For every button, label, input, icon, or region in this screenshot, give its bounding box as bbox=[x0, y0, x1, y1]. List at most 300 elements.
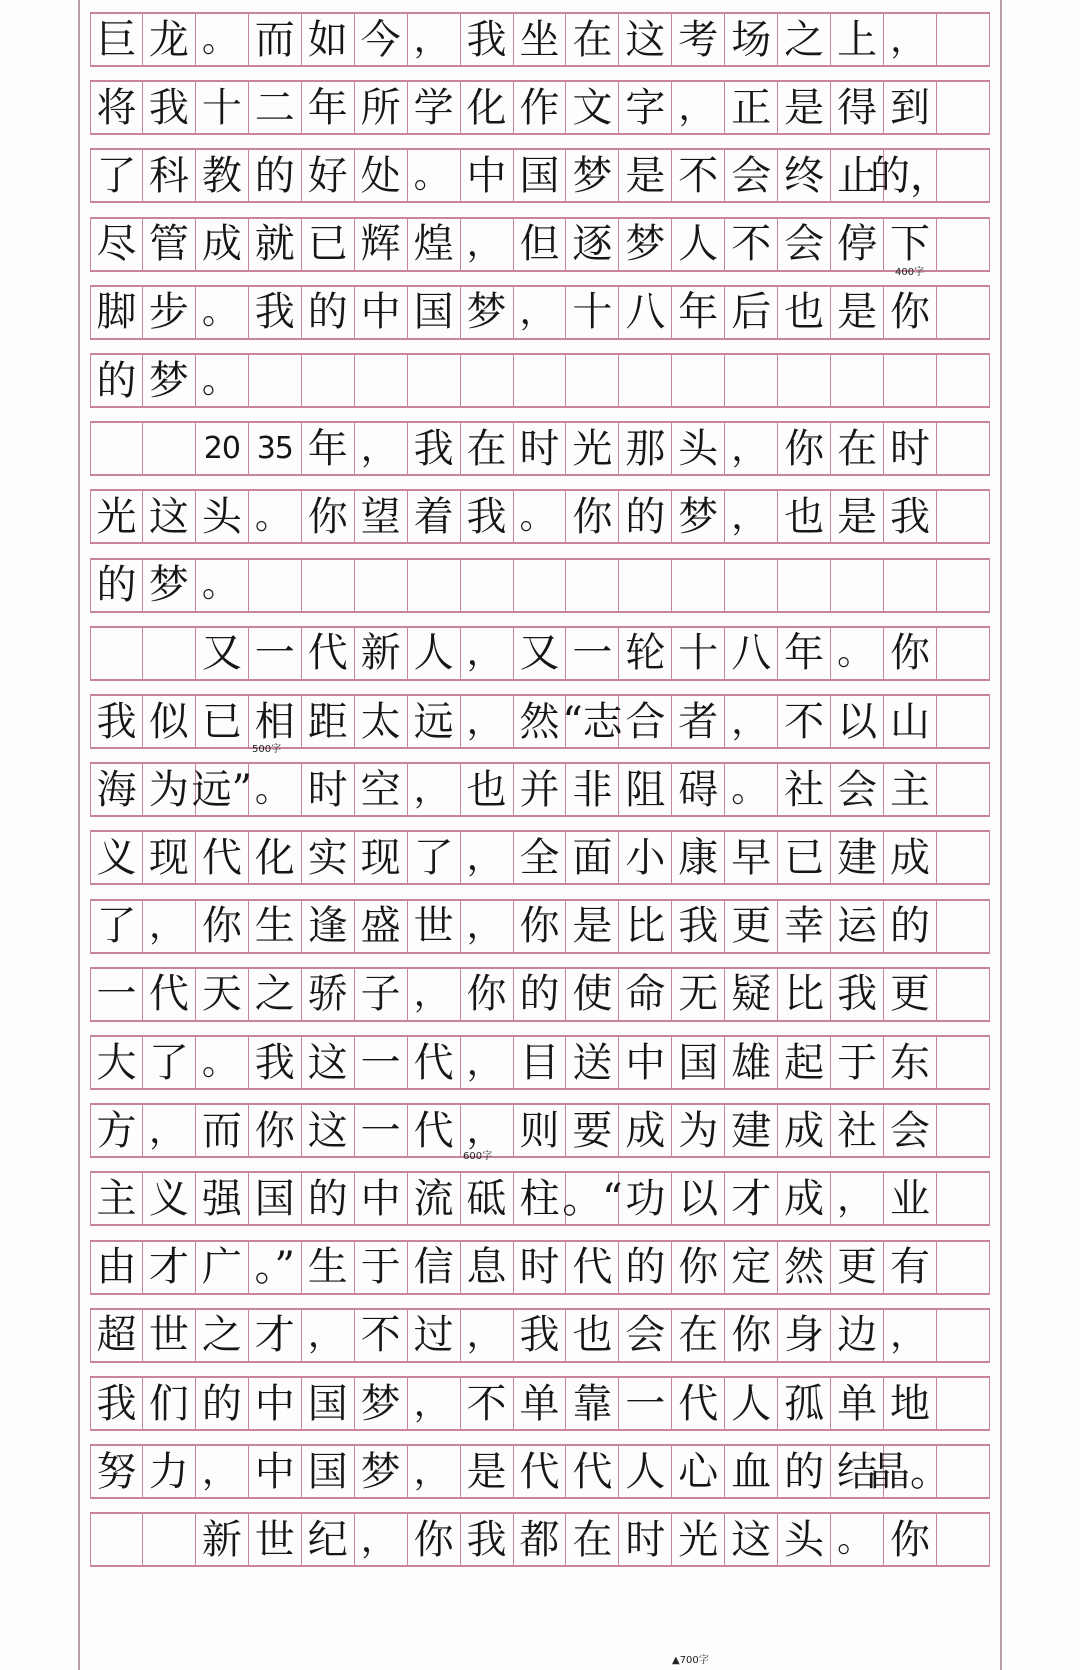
grid-cell: 。“ bbox=[566, 1173, 619, 1224]
grid-cell: 疑 bbox=[725, 969, 778, 1020]
grid-cell: 停 bbox=[831, 219, 884, 270]
grid-cell: 科 bbox=[143, 150, 196, 201]
grid-cell bbox=[302, 355, 355, 406]
grid-cell: 字 bbox=[619, 82, 672, 133]
grid-cell: 纪 bbox=[302, 1514, 355, 1565]
grid-cell: 梦 bbox=[143, 355, 196, 406]
grid-cell: 会 bbox=[619, 1310, 672, 1361]
grid-cell: 身 bbox=[778, 1310, 831, 1361]
grid-cell: 晶。 bbox=[884, 1446, 937, 1497]
grid-cell: 也 bbox=[778, 491, 831, 542]
grid-cell: 将 bbox=[90, 82, 143, 133]
grid-cell bbox=[937, 1173, 990, 1224]
grid-cell: 生 bbox=[302, 1242, 355, 1293]
grid-cell: 地 bbox=[884, 1378, 937, 1429]
grid-cell: 力 bbox=[143, 1446, 196, 1497]
grid-cell: 业 bbox=[884, 1173, 937, 1224]
grid-row bbox=[90, 1444, 990, 1499]
grid-cell: 我 bbox=[461, 491, 514, 542]
grid-cell: 更 bbox=[884, 969, 937, 1020]
grid-cell: ， bbox=[355, 423, 408, 474]
grid-cell: ， bbox=[408, 764, 461, 815]
grid-cell: 但 bbox=[514, 219, 567, 270]
grid-cell: 这 bbox=[143, 491, 196, 542]
grid-cell: 定 bbox=[725, 1242, 778, 1293]
grid-row bbox=[90, 1376, 990, 1431]
grid-row bbox=[90, 899, 990, 954]
grid-cell: 时 bbox=[884, 423, 937, 474]
grid-cell: 代 bbox=[566, 1242, 619, 1293]
grid-cell: 一 bbox=[249, 628, 302, 679]
grid-cell: 的 bbox=[302, 287, 355, 338]
grid-row bbox=[90, 353, 990, 408]
grid-cell: 血 bbox=[725, 1446, 778, 1497]
grid-cell: 然 bbox=[778, 1242, 831, 1293]
grid-cell: 阻 bbox=[619, 764, 672, 815]
grid-cell: 代 bbox=[514, 1446, 567, 1497]
grid-cell: 建 bbox=[725, 1105, 778, 1156]
grid-cell: 全 bbox=[514, 832, 567, 883]
grid-cell bbox=[302, 560, 355, 611]
grid-cell: 义 bbox=[90, 832, 143, 883]
grid-cell: ， bbox=[143, 901, 196, 952]
grid-row bbox=[90, 1171, 990, 1226]
grid-cell: 面 bbox=[566, 832, 619, 883]
grid-cell: 主 bbox=[884, 764, 937, 815]
grid-cell: ， bbox=[725, 491, 778, 542]
grid-cell bbox=[937, 1310, 990, 1361]
grid-cell bbox=[937, 1242, 990, 1293]
grid-cell: 们 bbox=[143, 1378, 196, 1429]
grid-cell: “志 bbox=[566, 696, 619, 747]
grid-cell: 的 bbox=[884, 901, 937, 952]
grid-row bbox=[90, 12, 990, 67]
grid-cell bbox=[831, 355, 884, 406]
grid-cell: 逐 bbox=[566, 219, 619, 270]
grid-cell: 更 bbox=[725, 901, 778, 952]
grid-cell: 正 bbox=[725, 82, 778, 133]
grid-cell: 的 bbox=[196, 1378, 249, 1429]
grid-cell: ， bbox=[408, 1378, 461, 1429]
grid-cell: 35 bbox=[249, 423, 302, 474]
grid-cell: 主 bbox=[90, 1173, 143, 1224]
grid-cell bbox=[937, 219, 990, 270]
grid-cell: 一 bbox=[355, 1037, 408, 1088]
word-count-marker: 500字 bbox=[252, 744, 282, 755]
grid-cell: 已 bbox=[196, 696, 249, 747]
grid-cell: 信 bbox=[408, 1242, 461, 1293]
grid-cell: 作 bbox=[514, 82, 567, 133]
grid-cell: 梦 bbox=[619, 219, 672, 270]
grid-cell: ， bbox=[143, 1105, 196, 1156]
grid-cell: ， bbox=[461, 901, 514, 952]
grid-cell: 义 bbox=[143, 1173, 196, 1224]
grid-cell: 我 bbox=[90, 1378, 143, 1429]
grid-cell: 才 bbox=[249, 1310, 302, 1361]
grid-cell: 边 bbox=[831, 1310, 884, 1361]
grid-cell: 似 bbox=[143, 696, 196, 747]
grid-cell: 于 bbox=[831, 1037, 884, 1088]
grid-cell: 国 bbox=[514, 150, 567, 201]
grid-cell: 代 bbox=[566, 1446, 619, 1497]
grid-cell: 文 bbox=[566, 82, 619, 133]
grid-cell: ， bbox=[672, 82, 725, 133]
grid-cell: 了 bbox=[143, 1037, 196, 1088]
grid-cell: 头 bbox=[778, 1514, 831, 1565]
grid-cell: 也 bbox=[778, 287, 831, 338]
grid-cell: 远” bbox=[196, 764, 249, 815]
grid-cell: ， bbox=[831, 1173, 884, 1224]
grid-cell: 方 bbox=[90, 1105, 143, 1156]
word-count-marker: 400字 bbox=[895, 267, 925, 278]
grid-cell: 中 bbox=[249, 1446, 302, 1497]
grid-cell: 年 bbox=[778, 628, 831, 679]
grid-cell: 不 bbox=[725, 219, 778, 270]
grid-cell: 这 bbox=[619, 14, 672, 65]
grid-row bbox=[90, 1103, 990, 1158]
grid-row bbox=[90, 1512, 990, 1567]
grid-cell: ， bbox=[408, 1446, 461, 1497]
grid-cell: 的 bbox=[619, 1242, 672, 1293]
grid-row bbox=[90, 830, 990, 885]
grid-cell: 不 bbox=[672, 150, 725, 201]
grid-cell bbox=[355, 355, 408, 406]
right-border bbox=[1000, 0, 1002, 1670]
grid-cell bbox=[937, 355, 990, 406]
grid-cell: 头 bbox=[196, 491, 249, 542]
grid-cell: 的 bbox=[90, 355, 143, 406]
grid-cell bbox=[672, 560, 725, 611]
grid-cell: 有 bbox=[884, 1242, 937, 1293]
grid-cell: 盛 bbox=[355, 901, 408, 952]
grid-cell: 比 bbox=[778, 969, 831, 1020]
grid-cell: 是 bbox=[461, 1446, 514, 1497]
grid-cell: 教 bbox=[196, 150, 249, 201]
grid-cell: 了 bbox=[408, 832, 461, 883]
grid-cell: ， bbox=[355, 1514, 408, 1565]
grid-cell: ， bbox=[461, 1105, 514, 1156]
grid-cell: 梦 bbox=[355, 1378, 408, 1429]
grid-cell: ， bbox=[514, 287, 567, 338]
grid-cell: 。” bbox=[249, 1242, 302, 1293]
grid-cell: 人 bbox=[672, 219, 725, 270]
grid-cell: ， bbox=[461, 832, 514, 883]
grid-cell: 脚 bbox=[90, 287, 143, 338]
grid-cell: 实 bbox=[302, 832, 355, 883]
grid-cell: 那 bbox=[619, 423, 672, 474]
grid-cell: 又 bbox=[196, 628, 249, 679]
grid-cell: 新 bbox=[196, 1514, 249, 1565]
grid-cell: 是 bbox=[778, 82, 831, 133]
grid-cell: ， bbox=[461, 628, 514, 679]
grid-cell: ， bbox=[461, 696, 514, 747]
grid-row bbox=[90, 1308, 990, 1363]
grid-cell: 也 bbox=[566, 1310, 619, 1361]
grid-cell: 时 bbox=[302, 764, 355, 815]
grid-cell: 人 bbox=[725, 1378, 778, 1429]
grid-cell: 才 bbox=[143, 1242, 196, 1293]
grid-cell: 我 bbox=[408, 423, 461, 474]
grid-cell: 你 bbox=[884, 628, 937, 679]
grid-cell: 更 bbox=[831, 1242, 884, 1293]
grid-cell: 会 bbox=[778, 219, 831, 270]
grid-cell: 强 bbox=[196, 1173, 249, 1224]
grid-cell: 都 bbox=[514, 1514, 567, 1565]
grid-cell bbox=[884, 355, 937, 406]
grid-cell: 的 bbox=[778, 1446, 831, 1497]
grid-cell: 我 bbox=[514, 1310, 567, 1361]
grid-cell: 雄 bbox=[725, 1037, 778, 1088]
grid-row bbox=[90, 762, 990, 817]
grid-cell: 社 bbox=[778, 764, 831, 815]
grid-cell: 时 bbox=[619, 1514, 672, 1565]
grid-cell bbox=[408, 560, 461, 611]
grid-cell: 而 bbox=[196, 1105, 249, 1156]
grid-cell: 。 bbox=[196, 560, 249, 611]
grid-cell: ， bbox=[196, 1446, 249, 1497]
grid-cell: 时 bbox=[514, 1242, 567, 1293]
grid-cell: 不 bbox=[355, 1310, 408, 1361]
grid-cell: 成 bbox=[778, 1173, 831, 1224]
grid-cell: 会 bbox=[884, 1105, 937, 1156]
grid-cell: 。 bbox=[831, 1514, 884, 1565]
grid-cell: 到 bbox=[884, 82, 937, 133]
grid-cell bbox=[778, 560, 831, 611]
grid-cell: 已 bbox=[302, 219, 355, 270]
grid-cell: 成 bbox=[619, 1105, 672, 1156]
grid-cell: 光 bbox=[566, 423, 619, 474]
grid-cell: 如 bbox=[302, 14, 355, 65]
grid-cell: ， bbox=[461, 219, 514, 270]
grid-cell: 。 bbox=[408, 150, 461, 201]
grid-cell: 太 bbox=[355, 696, 408, 747]
grid-cell bbox=[90, 423, 143, 474]
grid-cell: 管 bbox=[143, 219, 196, 270]
grid-cell: 上 bbox=[831, 14, 884, 65]
grid-cell: 靠 bbox=[566, 1378, 619, 1429]
grid-cell: 柱 bbox=[514, 1173, 567, 1224]
grid-cell: 我 bbox=[461, 14, 514, 65]
grid-cell: 所 bbox=[355, 82, 408, 133]
grid-cell: 为 bbox=[672, 1105, 725, 1156]
grid-cell bbox=[566, 355, 619, 406]
grid-cell: 康 bbox=[672, 832, 725, 883]
grid-cell: 中 bbox=[461, 150, 514, 201]
grid-cell: 代 bbox=[408, 1105, 461, 1156]
grid-cell: 成 bbox=[778, 1105, 831, 1156]
grid-cell: 会 bbox=[725, 150, 778, 201]
grid-cell bbox=[937, 150, 990, 201]
grid-cell: 你 bbox=[408, 1514, 461, 1565]
grid-cell: 建 bbox=[831, 832, 884, 883]
grid-cell: 命 bbox=[619, 969, 672, 1020]
grid-cell: 心 bbox=[672, 1446, 725, 1497]
grid-cell: 我 bbox=[249, 1037, 302, 1088]
grid-cell: 天 bbox=[196, 969, 249, 1020]
grid-cell: 这 bbox=[302, 1037, 355, 1088]
grid-cell: 以 bbox=[672, 1173, 725, 1224]
grid-cell: 得 bbox=[831, 82, 884, 133]
grid-cell: 。 bbox=[196, 355, 249, 406]
grid-cell: 的 bbox=[619, 491, 672, 542]
grid-cell: 国 bbox=[302, 1378, 355, 1429]
grid-cell: 十 bbox=[672, 628, 725, 679]
grid-cell: 中 bbox=[249, 1378, 302, 1429]
grid-cell: 止 bbox=[831, 150, 884, 201]
grid-cell: 考 bbox=[672, 14, 725, 65]
grid-cell: 目 bbox=[514, 1037, 567, 1088]
grid-cell: 则 bbox=[514, 1105, 567, 1156]
grid-cell: 十 bbox=[566, 287, 619, 338]
grid-cell: 广 bbox=[196, 1242, 249, 1293]
grid-cell: 送 bbox=[566, 1037, 619, 1088]
grid-cell: 为 bbox=[143, 764, 196, 815]
grid-row bbox=[90, 80, 990, 135]
grid-cell: 步 bbox=[143, 287, 196, 338]
grid-row bbox=[90, 558, 990, 613]
grid-cell: 人 bbox=[619, 1446, 672, 1497]
grid-cell: 化 bbox=[249, 832, 302, 883]
grid-cell: 。 bbox=[196, 287, 249, 338]
grid-cell: 。 bbox=[831, 628, 884, 679]
grid-cell: 过 bbox=[408, 1310, 461, 1361]
grid-cell: 运 bbox=[831, 901, 884, 952]
grid-cell: 逢 bbox=[302, 901, 355, 952]
grid-cell: 砥 bbox=[461, 1173, 514, 1224]
grid-cell: 孤 bbox=[778, 1378, 831, 1429]
grid-cell: 你 bbox=[884, 1514, 937, 1565]
grid-cell: 场 bbox=[725, 14, 778, 65]
grid-cell: 处 bbox=[355, 150, 408, 201]
grid-cell: 今 bbox=[355, 14, 408, 65]
grid-cell bbox=[937, 287, 990, 338]
grid-cell bbox=[566, 560, 619, 611]
grid-cell: 山 bbox=[884, 696, 937, 747]
grid-cell: 子 bbox=[355, 969, 408, 1020]
grid-cell: 之 bbox=[249, 969, 302, 1020]
grid-cell: 八 bbox=[619, 287, 672, 338]
grid-cell: 不 bbox=[778, 696, 831, 747]
grid-cell bbox=[937, 423, 990, 474]
grid-cell bbox=[937, 82, 990, 133]
grid-cell: 国 bbox=[408, 287, 461, 338]
grid-cell: 年 bbox=[672, 287, 725, 338]
grid-cell: 成 bbox=[196, 219, 249, 270]
grid-cell: 好 bbox=[302, 150, 355, 201]
grid-cell: ， bbox=[461, 1310, 514, 1361]
grid-cell bbox=[937, 969, 990, 1020]
grid-cell: ， bbox=[725, 423, 778, 474]
grid-cell: 龙 bbox=[143, 14, 196, 65]
grid-cell: 下 bbox=[884, 219, 937, 270]
grid-cell: 巨 bbox=[90, 14, 143, 65]
grid-cell: 中 bbox=[355, 1173, 408, 1224]
grid-cell: 你 bbox=[566, 491, 619, 542]
grid-cell: 单 bbox=[831, 1378, 884, 1429]
grid-cell: 世 bbox=[143, 1310, 196, 1361]
grid-cell: 你 bbox=[249, 1105, 302, 1156]
grid-cell: 你 bbox=[884, 287, 937, 338]
grid-cell: 的 bbox=[514, 969, 567, 1020]
grid-cell: 梦 bbox=[355, 1446, 408, 1497]
grid-cell: 代 bbox=[143, 969, 196, 1020]
grid-cell: 尽 bbox=[90, 219, 143, 270]
grid-row bbox=[90, 217, 990, 272]
grid-cell: 年 bbox=[302, 423, 355, 474]
grid-cell: 国 bbox=[249, 1173, 302, 1224]
grid-row bbox=[90, 1240, 990, 1295]
grid-row bbox=[90, 489, 990, 544]
grid-cell: 的， bbox=[884, 150, 937, 201]
grid-cell: 我 bbox=[143, 82, 196, 133]
grid-cell: 国 bbox=[672, 1037, 725, 1088]
grid-cell: 梦 bbox=[461, 287, 514, 338]
grid-cell bbox=[619, 560, 672, 611]
grid-cell: 也 bbox=[461, 764, 514, 815]
grid-cell: 的 bbox=[90, 560, 143, 611]
grid-row bbox=[90, 967, 990, 1022]
grid-cell: 二 bbox=[249, 82, 302, 133]
grid-cell: 光 bbox=[672, 1514, 725, 1565]
grid-cell: 是 bbox=[619, 150, 672, 201]
grid-cell: 新 bbox=[355, 628, 408, 679]
grid-cell bbox=[937, 1037, 990, 1088]
grid-cell: 我 bbox=[461, 1514, 514, 1565]
grid-cell: 年 bbox=[302, 82, 355, 133]
grid-cell bbox=[937, 1105, 990, 1156]
grid-cell: 你 bbox=[778, 423, 831, 474]
grid-cell: 国 bbox=[302, 1446, 355, 1497]
grid-cell: 远 bbox=[408, 696, 461, 747]
grid-cell bbox=[90, 1514, 143, 1565]
grid-cell: 。 bbox=[196, 14, 249, 65]
grid-cell: 。 bbox=[249, 491, 302, 542]
grid-cell: 梦 bbox=[143, 560, 196, 611]
grid-cell: 梦 bbox=[672, 491, 725, 542]
grid-cell: 使 bbox=[566, 969, 619, 1020]
grid-cell: ， bbox=[461, 1037, 514, 1088]
grid-cell: 在 bbox=[566, 1514, 619, 1565]
word-count-marker: 600字 bbox=[463, 1151, 493, 1162]
grid-cell: 海 bbox=[90, 764, 143, 815]
grid-cell: 功 bbox=[619, 1173, 672, 1224]
grid-cell: 代 bbox=[302, 628, 355, 679]
grid-cell: 结 bbox=[831, 1446, 884, 1497]
grid-cell bbox=[937, 1378, 990, 1429]
grid-cell: 代 bbox=[408, 1037, 461, 1088]
grid-cell: 煌 bbox=[408, 219, 461, 270]
grid-cell: 我 bbox=[884, 491, 937, 542]
grid-cell bbox=[831, 560, 884, 611]
grid-row bbox=[90, 148, 990, 203]
grid-cell: 一 bbox=[566, 628, 619, 679]
grid-cell bbox=[143, 423, 196, 474]
grid-cell: 我 bbox=[90, 696, 143, 747]
grid-cell: 我 bbox=[249, 287, 302, 338]
grid-row bbox=[90, 694, 990, 749]
grid-cell bbox=[514, 355, 567, 406]
grid-cell: 不 bbox=[461, 1378, 514, 1429]
grid-cell: 现 bbox=[143, 832, 196, 883]
grid-cell bbox=[937, 491, 990, 542]
grid-cell: 努 bbox=[90, 1446, 143, 1497]
left-border bbox=[78, 0, 80, 1670]
grid-cell: 时 bbox=[514, 423, 567, 474]
grid-cell: 就 bbox=[249, 219, 302, 270]
grid-cell: 我 bbox=[672, 901, 725, 952]
grid-cell: 。 bbox=[196, 1037, 249, 1088]
grid-cell bbox=[355, 560, 408, 611]
